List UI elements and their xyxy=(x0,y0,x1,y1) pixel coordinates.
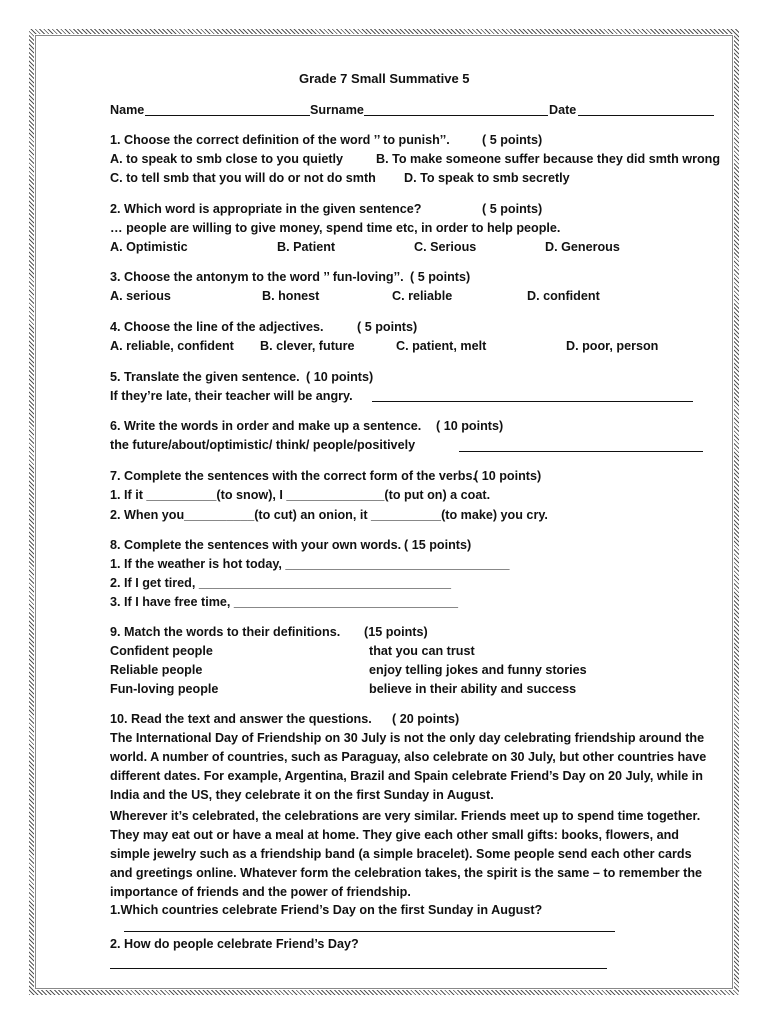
q7-sentence-1[interactable]: 1. If it __________(to snow), I ______________(to put on) a coat. xyxy=(110,488,491,502)
q2-option-d[interactable]: D. Generous xyxy=(545,240,620,254)
q10-subquestion-2: 2. How do people celebrate Friend’s Day? xyxy=(110,937,359,951)
q6-points: ( 10 points) xyxy=(436,419,504,433)
q3-points: ( 5 points) xyxy=(410,270,471,284)
q9-term[interactable]: Reliable people xyxy=(110,663,203,677)
q8-sentence-1[interactable]: 1. If the weather is hot today, ________________________________ xyxy=(110,557,510,571)
q10-answer-line-2[interactable] xyxy=(110,968,607,969)
q8-sentence-2[interactable]: 2. If I get tired, ____________________________________ xyxy=(110,576,452,590)
q1-option-b[interactable]: B. To make someone suffer because they did smth wrong xyxy=(376,152,721,166)
q6-question: 6. Write the words in order and make up a sentence. xyxy=(110,419,422,433)
name-field[interactable] xyxy=(145,115,310,116)
q9-definition[interactable]: believe in their ability and success xyxy=(369,682,577,696)
q7-question: 7. Complete the sentences with the correct form of the verbs. xyxy=(110,469,477,483)
q2-option-c[interactable]: C. Serious xyxy=(414,240,477,254)
q2-option-b[interactable]: B. Patient xyxy=(277,240,336,254)
q10-text-paragraph-1: The International Day of Friendship on 30 July is not the only day celebrating friendship around the world. A number of countries, such as Paraguay, also celebrate on 30 July, but other countries have different dates. For example, Argentina, Brazil and Spain celebrate Friend’s Day on 20 July, while in India and the US, they celebrate it on the first Sunday in August. xyxy=(110,731,707,802)
q9-term[interactable]: Fun-loving people xyxy=(110,682,219,696)
q1-points: ( 5 points) xyxy=(482,133,543,147)
q1-option-a[interactable]: A. to speak to smb close to you quietly xyxy=(110,152,344,166)
q1-question: 1. Choose the correct definition of the word ’’ to punish’’. xyxy=(110,133,450,147)
surname-field[interactable] xyxy=(364,115,548,116)
q4-option-d[interactable]: D. poor, person xyxy=(566,339,659,353)
q1-option-c[interactable]: C. to tell smb that you will do or not do smth xyxy=(110,171,376,185)
q9-definition[interactable]: enjoy telling jokes and funny stories xyxy=(369,663,587,677)
q2-option-a[interactable]: A. Optimistic xyxy=(110,240,188,254)
q10-points: ( 20 points) xyxy=(392,712,460,726)
q3-option-d[interactable]: D. confident xyxy=(527,289,600,303)
q4-points: ( 5 points) xyxy=(357,320,418,334)
q3-option-b[interactable]: B. honest xyxy=(262,289,320,303)
q10-text-paragraph-2: Wherever it’s celebrated, the celebrations are very similar. Friends meet up to spend time together. They may eat out or have a meal at home. They give each other small gifts: books, flowers, and simple jewelry such as a friendship band (a simple bracelet). Some people send each other cards and greetings online. Whatever form the celebration takes, the spirit is the same – to remember the importance of friends and the power of friendship. xyxy=(110,809,703,899)
q9-definition[interactable]: that you can trust xyxy=(369,644,475,658)
q9-points: (15 points) xyxy=(364,625,428,639)
q8-sentence-3[interactable]: 3. If I have free time, ________________________________ xyxy=(110,595,459,609)
q8-points: ( 15 points) xyxy=(404,538,472,552)
q4-question: 4. Choose the line of the adjectives. xyxy=(110,320,324,334)
q5-answer-line[interactable] xyxy=(372,401,693,402)
worksheet-title: Grade 7 Small Summative 5 xyxy=(299,71,470,86)
q9-term[interactable]: Confident people xyxy=(110,644,213,658)
q10-question: 10. Read the text and answer the questions. xyxy=(110,712,372,726)
q1-option-d[interactable]: D. To speak to smb secretly xyxy=(404,171,570,185)
q4-option-a[interactable]: A. reliable, confident xyxy=(110,339,234,353)
q10-subquestion-1: 1.Which countries celebrate Friend’s Day on the first Sunday in August? xyxy=(110,903,543,917)
q7-points: ( 10 points) xyxy=(474,469,542,483)
q9-question: 9. Match the words to their definitions. xyxy=(110,625,341,639)
q8-question: 8. Complete the sentences with your own words. xyxy=(110,538,402,552)
q2-points: ( 5 points) xyxy=(482,202,543,216)
q10-answer-line-1[interactable] xyxy=(124,931,615,932)
q4-option-c[interactable]: C. patient, melt xyxy=(396,339,487,353)
name-label: Name xyxy=(110,103,145,117)
q6-answer-line[interactable] xyxy=(459,451,703,452)
surname-label: Surname xyxy=(310,103,364,117)
date-field[interactable] xyxy=(578,115,714,116)
q5-question: 5. Translate the given sentence. xyxy=(110,370,300,384)
q3-option-a[interactable]: A. serious xyxy=(110,289,171,303)
q5-points: ( 10 points) xyxy=(306,370,374,384)
q2-sentence: … people are willing to give money, spend time etc, in order to help people. xyxy=(110,221,561,235)
q6-words: the future/about/optimistic/ think/ people/positively xyxy=(110,438,416,452)
q3-question: 3. Choose the antonym to the word ’’ fun-loving’’. xyxy=(110,270,404,284)
q4-option-b[interactable]: B. clever, future xyxy=(260,339,355,353)
date-label: Date xyxy=(549,103,577,117)
q2-question: 2. Which word is appropriate in the given sentence? xyxy=(110,202,422,216)
q5-sentence: If they’re late, their teacher will be angry. xyxy=(110,389,353,403)
q7-sentence-2[interactable]: 2. When you__________(to cut) an onion, it __________(to make) you cry. xyxy=(110,508,548,522)
q3-option-c[interactable]: C. reliable xyxy=(392,289,453,303)
